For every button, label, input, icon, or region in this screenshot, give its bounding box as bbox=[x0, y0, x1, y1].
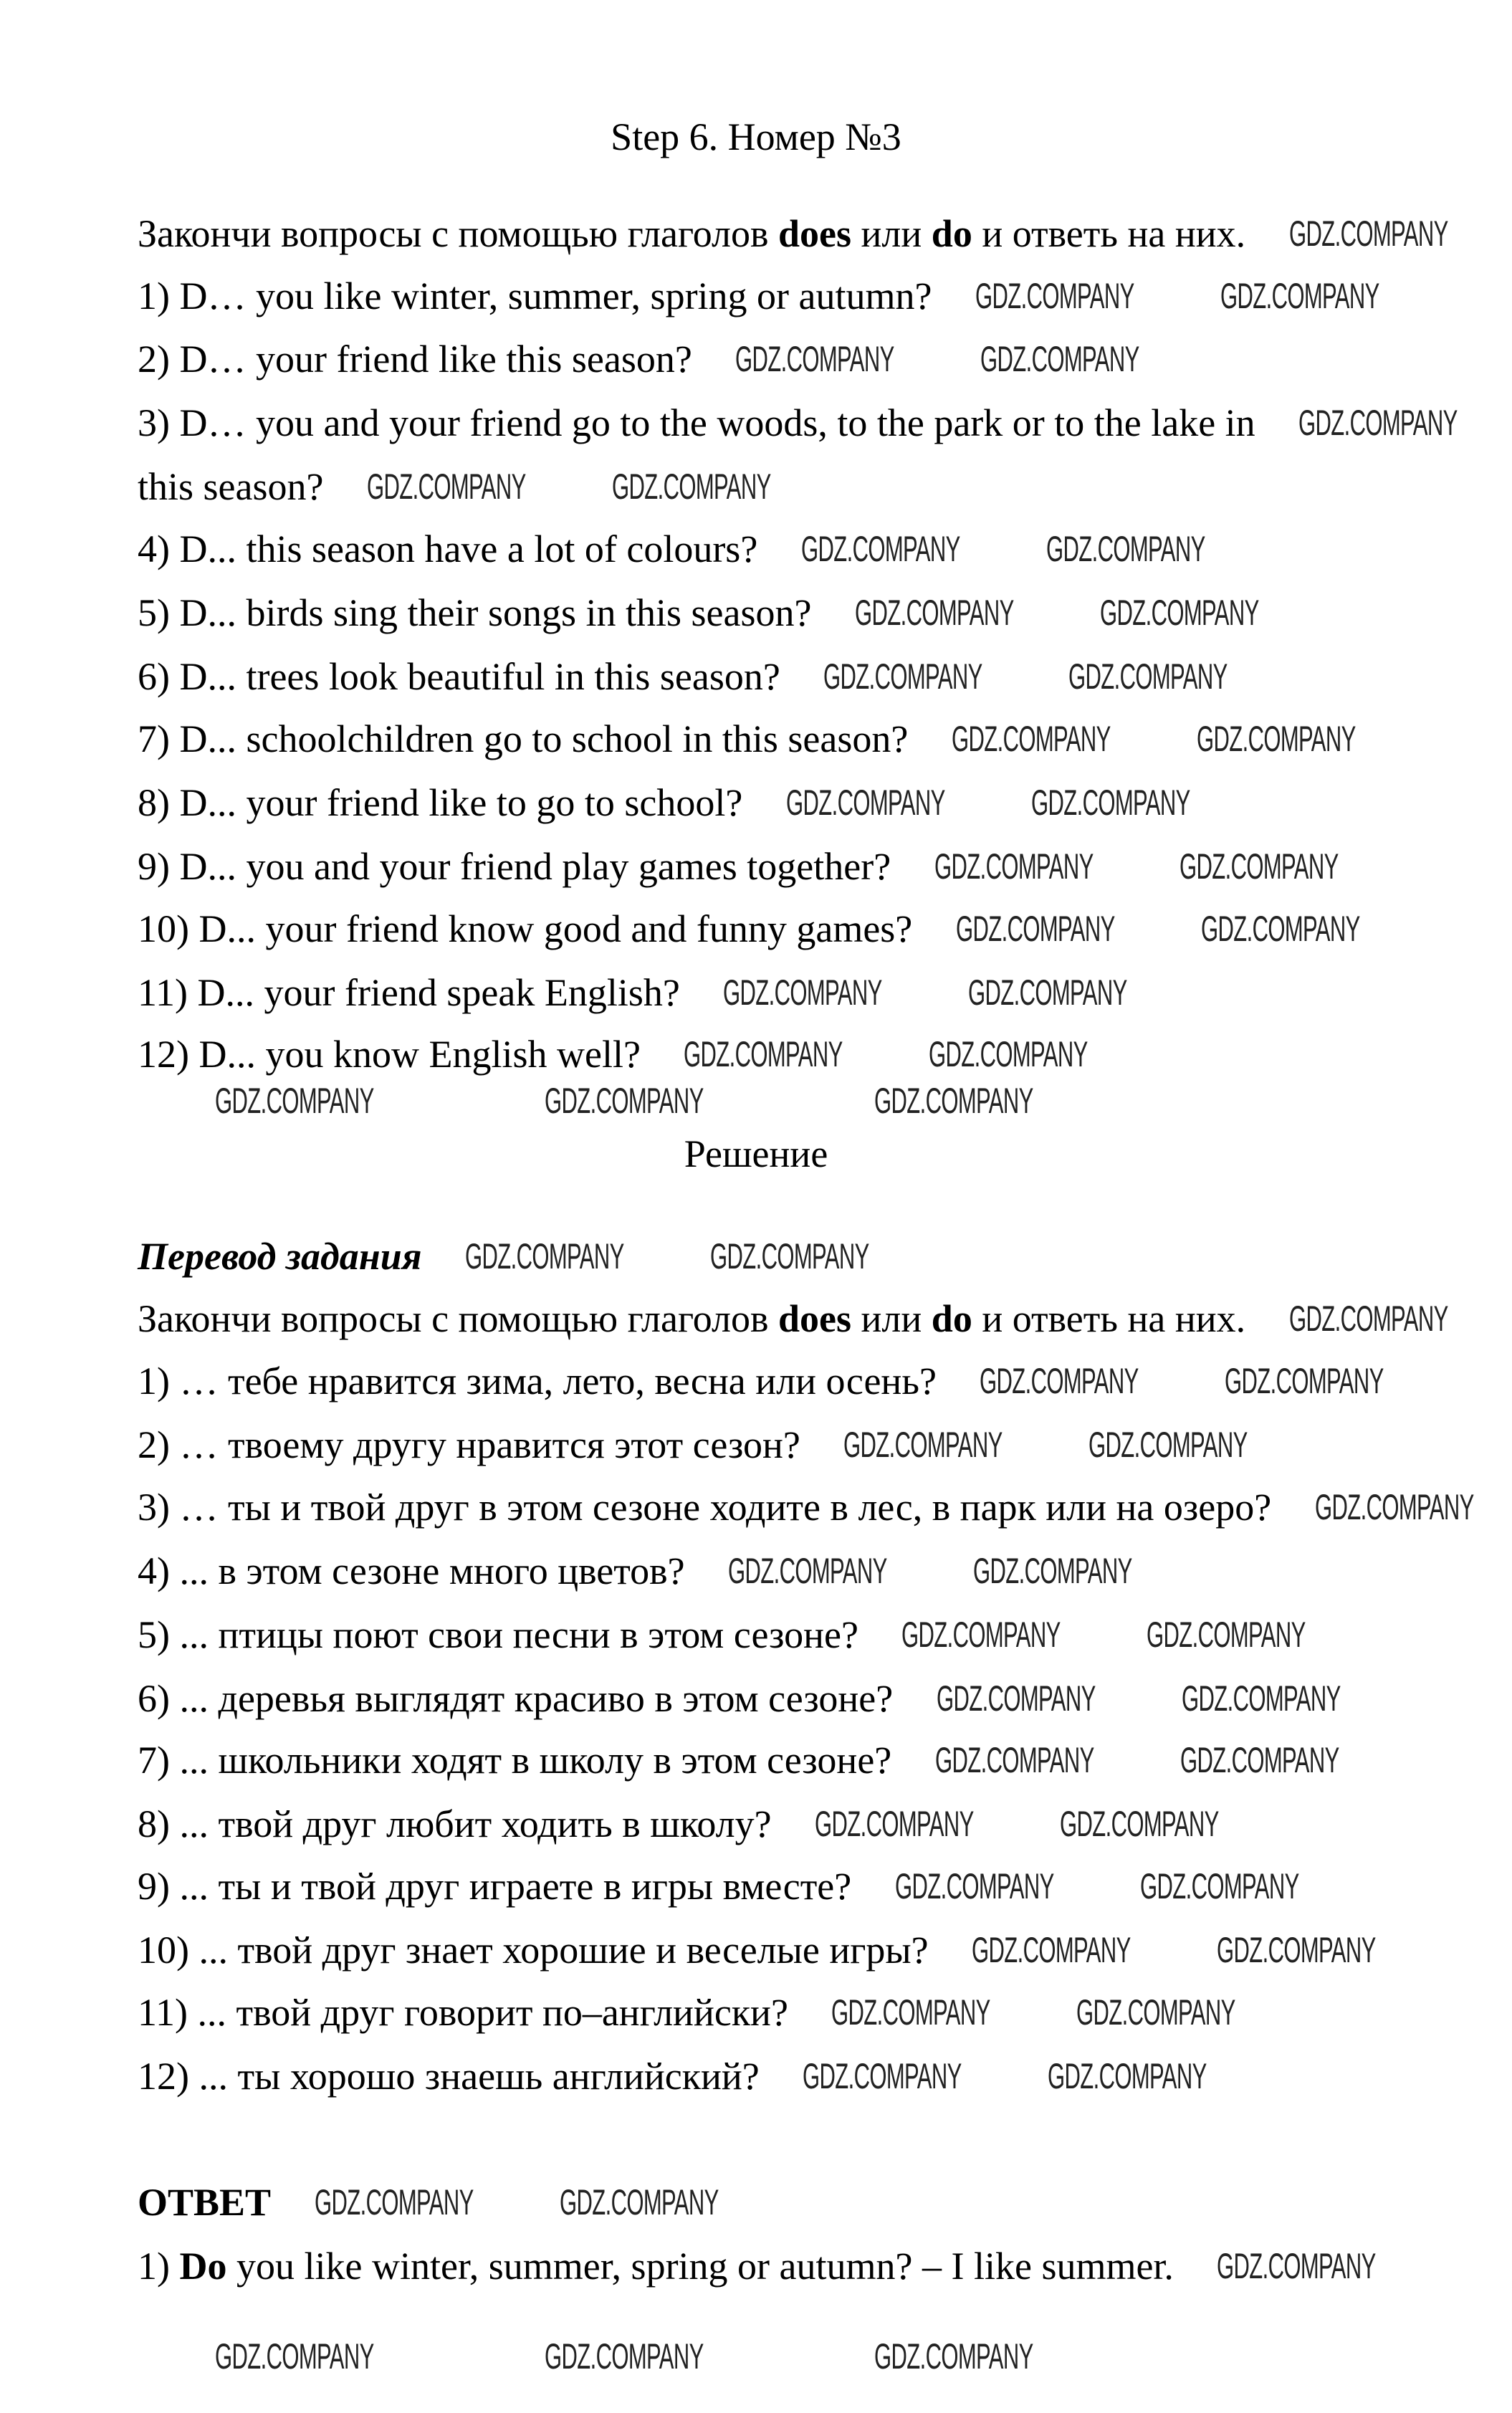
question-line: 7) D... schoolchildren go to school in this season? bbox=[138, 717, 909, 760]
translation-line: 1) … тебе нравится зима, лето, весна или осень? bbox=[138, 1360, 937, 1403]
watermark: GDZ.COMPANY bbox=[803, 2056, 962, 2096]
watermark: GDZ.COMPANY bbox=[1048, 2056, 1207, 2096]
watermark: GDZ.COMPANY bbox=[465, 1236, 624, 1276]
question-line: 9) D... you and your friend play games together? bbox=[138, 845, 891, 888]
answer-number: 1) bbox=[138, 2245, 180, 2288]
watermark: GDZ.COMPANY bbox=[815, 1804, 974, 1844]
watermark: GDZ.COMPANY bbox=[215, 2336, 374, 2376]
instruction-does: does bbox=[778, 1297, 852, 1340]
watermark: GDZ.COMPANY bbox=[1289, 214, 1448, 254]
translation-line: 5) ... птицы поют свои песни в этом сезоне? bbox=[138, 1613, 858, 1656]
answer-line bbox=[138, 2241, 1174, 2291]
watermark: GDZ.COMPANY bbox=[1289, 1299, 1448, 1339]
instruction-text: и ответь на них. bbox=[972, 1297, 1246, 1340]
watermark: GDZ.COMPANY bbox=[1140, 1866, 1299, 1906]
translation-line: 9) ... ты и твой друг играете в игры вместе? bbox=[138, 1865, 852, 1908]
translation-line: 4) ... в этом сезоне много цветов? bbox=[138, 1549, 685, 1592]
translation-line: 11) ... твой друг говорит по–английски? bbox=[138, 1991, 788, 2034]
watermark: GDZ.COMPANY bbox=[1217, 1930, 1376, 1970]
watermark: GDZ.COMPANY bbox=[831, 1992, 990, 2032]
instruction-text: Закончи вопросы с помощью глаголов bbox=[138, 212, 779, 255]
watermark: GDZ.COMPANY bbox=[1201, 909, 1360, 949]
watermark: GDZ.COMPANY bbox=[1217, 2246, 1376, 2286]
watermark: GDZ.COMPANY bbox=[786, 783, 945, 823]
watermark: GDZ.COMPANY bbox=[874, 2336, 1033, 2376]
watermark: GDZ.COMPANY bbox=[1031, 783, 1190, 823]
question-line: this season? bbox=[138, 465, 324, 508]
watermark: GDZ.COMPANY bbox=[980, 339, 1139, 379]
watermark: GDZ.COMPANY bbox=[937, 1678, 1096, 1719]
instruction-do: do bbox=[931, 1297, 972, 1340]
watermark: GDZ.COMPANY bbox=[980, 1361, 1139, 1401]
watermark: GDZ.COMPANY bbox=[710, 1236, 869, 1276]
watermark: GDZ.COMPANY bbox=[723, 973, 882, 1013]
watermark: GDZ.COMPANY bbox=[823, 656, 982, 697]
watermark: GDZ.COMPANY bbox=[612, 467, 771, 507]
translation-line: 12) ... ты хорошо знаешь английский? bbox=[138, 2055, 760, 2098]
solution-heading: Решение bbox=[684, 1132, 828, 1175]
instruction-does: does bbox=[778, 212, 852, 255]
translation-line: 7) ... школьники ходят в школу в этом сезоне? bbox=[138, 1739, 892, 1782]
instruction-text: Закончи вопросы с помощью глаголов bbox=[138, 1297, 779, 1340]
question-line: 4) D... this season have a lot of colours? bbox=[138, 527, 758, 570]
watermark: GDZ.COMPANY bbox=[1182, 1678, 1341, 1719]
translation-line: 2) … твоему другу нравится этот сезон? bbox=[138, 1423, 800, 1466]
watermark: GDZ.COMPANY bbox=[843, 1425, 1003, 1465]
instruction-text: или bbox=[851, 1297, 932, 1340]
watermark: GDZ.COMPANY bbox=[952, 719, 1111, 759]
watermark: GDZ.COMPANY bbox=[1147, 1615, 1306, 1655]
translation-line: 3) … ты и твой друг в этом сезоне ходите в лес, в парк или на озеро? bbox=[138, 1486, 1272, 1529]
watermark: GDZ.COMPANY bbox=[1180, 846, 1339, 887]
watermark: GDZ.COMPANY bbox=[735, 339, 894, 379]
instruction-text: и ответь на них. bbox=[972, 212, 1246, 255]
translation-line: 8) ... твой друг любит ходить в школу? bbox=[138, 1802, 772, 1845]
watermark: GDZ.COMPANY bbox=[1100, 593, 1259, 633]
question-line: 5) D... birds sing their songs in this season? bbox=[138, 591, 812, 634]
watermark: GDZ.COMPANY bbox=[801, 529, 960, 569]
watermark: GDZ.COMPANY bbox=[855, 593, 1014, 633]
watermark: GDZ.COMPANY bbox=[1220, 276, 1379, 316]
watermark: GDZ.COMPANY bbox=[973, 1551, 1132, 1591]
watermark: GDZ.COMPANY bbox=[895, 1866, 1054, 1906]
translation-line: 6) ... деревья выглядят красиво в этом сезоне? bbox=[138, 1677, 894, 1720]
question-line: 10) D... your friend know good and funny games? bbox=[138, 907, 913, 950]
watermark: GDZ.COMPANY bbox=[934, 846, 1094, 887]
watermark: GDZ.COMPANY bbox=[968, 973, 1127, 1013]
watermark: GDZ.COMPANY bbox=[1060, 1804, 1219, 1844]
watermark: GDZ.COMPANY bbox=[315, 2182, 474, 2222]
watermark: GDZ.COMPANY bbox=[367, 467, 526, 507]
translation-instruction bbox=[138, 1294, 1245, 1344]
watermark: GDZ.COMPANY bbox=[1068, 656, 1228, 697]
watermark: GDZ.COMPANY bbox=[1197, 719, 1356, 759]
page-title: Step 6. Номер №3 bbox=[611, 115, 901, 158]
task-instruction bbox=[138, 209, 1245, 259]
watermark: GDZ.COMPANY bbox=[975, 276, 1134, 316]
watermark: GDZ.COMPANY bbox=[935, 1740, 1094, 1780]
watermark: GDZ.COMPANY bbox=[972, 1930, 1131, 1970]
question-line: 6) D... trees look beautiful in this season? bbox=[138, 655, 780, 698]
translation-line: 10) ... твой друг знает хорошие и веселые игры? bbox=[138, 1929, 929, 1972]
watermark: GDZ.COMPANY bbox=[215, 1081, 374, 1121]
watermark: GDZ.COMPANY bbox=[929, 1034, 1088, 1074]
instruction-do: do bbox=[931, 212, 972, 255]
watermark: GDZ.COMPANY bbox=[684, 1034, 843, 1074]
question-line: 11) D... your friend speak English? bbox=[138, 971, 680, 1014]
answer-heading: ОТВЕТ bbox=[138, 2181, 272, 2224]
watermark: GDZ.COMPANY bbox=[1315, 1487, 1474, 1527]
watermark: GDZ.COMPANY bbox=[1225, 1361, 1384, 1401]
watermark: GDZ.COMPANY bbox=[728, 1551, 887, 1591]
watermark: GDZ.COMPANY bbox=[874, 1081, 1033, 1121]
watermark: GDZ.COMPANY bbox=[956, 909, 1115, 949]
watermark: GDZ.COMPANY bbox=[545, 2336, 704, 2376]
watermark: GDZ.COMPANY bbox=[1088, 1425, 1248, 1465]
question-line: 12) D... you know English well? bbox=[138, 1033, 641, 1076]
question-line: 1) D… you like winter, summer, spring or autumn? bbox=[138, 274, 932, 317]
question-line: 3) D… you and your friend go to the woods, to the park or to the lake in bbox=[138, 401, 1255, 444]
question-line: 8) D... your friend like to go to school? bbox=[138, 781, 743, 824]
watermark: GDZ.COMPANY bbox=[560, 2182, 719, 2222]
instruction-text: или bbox=[851, 212, 932, 255]
watermark: GDZ.COMPANY bbox=[545, 1081, 704, 1121]
watermark: GDZ.COMPANY bbox=[1076, 1992, 1235, 2032]
answer-text: you like winter, summer, spring or autumn? – I like summer. bbox=[226, 2245, 1174, 2288]
translation-heading: Перевод задания bbox=[138, 1235, 422, 1278]
question-line: 2) D… your friend like this season? bbox=[138, 338, 692, 381]
answer-verb: Do bbox=[179, 2245, 227, 2288]
watermark: GDZ.COMPANY bbox=[901, 1615, 1061, 1655]
watermark: GDZ.COMPANY bbox=[1046, 529, 1205, 569]
watermark: GDZ.COMPANY bbox=[1180, 1740, 1339, 1780]
watermark: GDZ.COMPANY bbox=[1298, 403, 1458, 443]
